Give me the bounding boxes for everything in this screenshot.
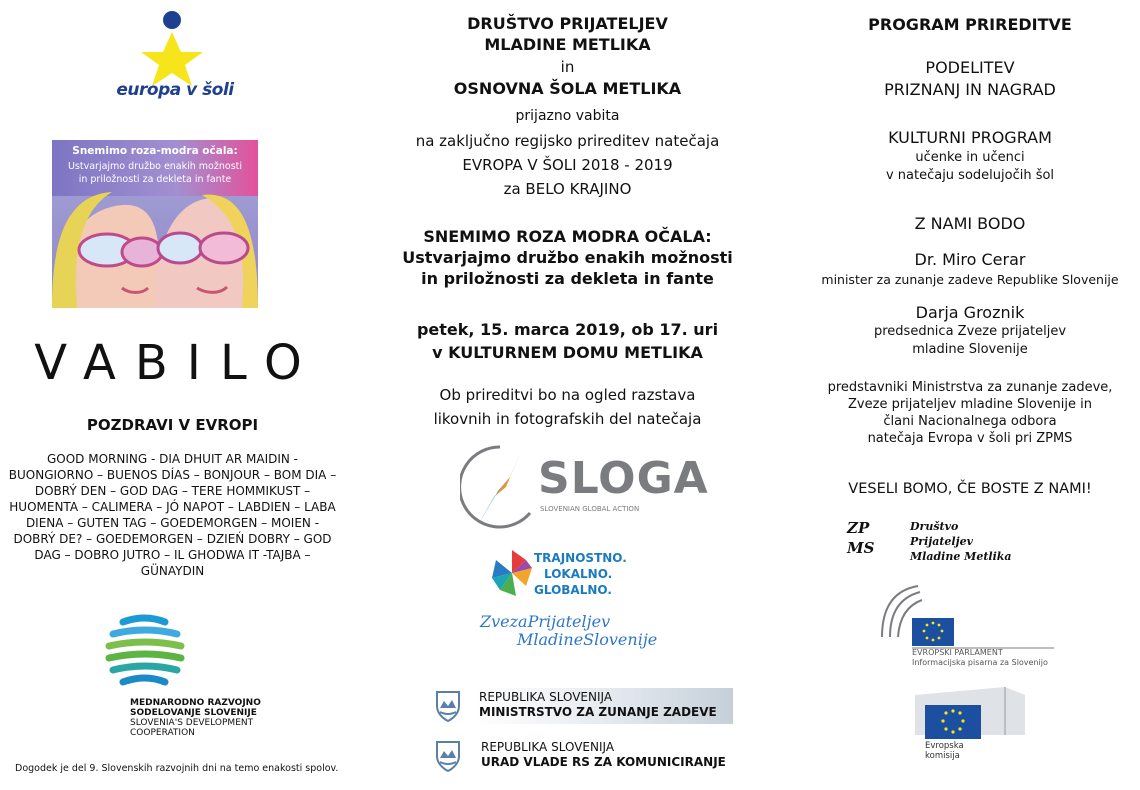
event-footnote: Dogodek je del 9. Slovenskih razvojnih dni na temo enakosti spolov. bbox=[15, 763, 339, 774]
greetings-heading: POZDRAVI V EVROPI bbox=[86, 416, 259, 434]
exhibition-line-1: Ob prireditvi bo na ogled razstava bbox=[439, 386, 696, 404]
ministry-text: REPUBLIKA SLOVENIJA MINISTRSTVO ZA ZUNANJE ZADEVE bbox=[479, 690, 717, 719]
greeting-line: DAG – DOBRO JUTRO – IL GHODWA IT -TAJBA – bbox=[34, 548, 311, 562]
guests-heading: Z NAMI BODO bbox=[914, 214, 1026, 233]
zveza-prijateljev-mladine-slovenije-logo: ZvezaPrijateljev MladineSlovenije bbox=[480, 612, 658, 649]
european-commission-logo: Evropska komisija bbox=[895, 685, 1030, 765]
ministry-foreign-affairs-logo bbox=[435, 688, 735, 724]
development-cooperation-globe-icon bbox=[105, 612, 185, 692]
cultural-program-line-1: učenke in učenci bbox=[915, 150, 1025, 165]
school-name: OSNOVNA ŠOLA METLIKA bbox=[453, 79, 682, 98]
awards-line-2: PRIZNANJ IN NAGRAD bbox=[884, 80, 1056, 99]
faces-with-glasses-icon bbox=[52, 190, 258, 308]
invitation-line-2: na zaključno regijsko prireditev natečaja bbox=[415, 132, 720, 150]
invitation-line-1: prijazno vabita bbox=[515, 108, 620, 124]
organizer-line-2: MLADINE METLIKA bbox=[484, 35, 651, 54]
program-heading: PROGRAM PRIREDITVE bbox=[868, 15, 1072, 34]
cultural-program-heading: KULTURNI PROGRAM bbox=[888, 128, 1052, 147]
representatives-line-3: člani Nacionalnega odbora bbox=[883, 414, 1057, 429]
organizer-line-1: DRUŠTVO PRIJATELJEV bbox=[467, 14, 668, 33]
representatives-line-4: natečaja Evropa v šoli pri ZPMS bbox=[867, 431, 1073, 446]
sloga-logo bbox=[460, 443, 709, 531]
closing-message: VESELI BOMO, ČE BOSTE Z NAMI! bbox=[848, 481, 1092, 497]
drustvo-metlika-logo: ZP MS Društvo Prijateljev Mladine Metlika bbox=[847, 519, 1012, 563]
middle-column bbox=[395, 0, 740, 790]
sloga-subtitle: SLOVENIAN GLOBAL ACTION bbox=[540, 505, 640, 513]
pinwheel-icon bbox=[490, 548, 534, 598]
and-text: in bbox=[560, 58, 575, 76]
vabilo-heading: VABILO bbox=[34, 335, 321, 391]
representatives-line-1: predstavniki Ministrstva za zunanje zadeve, bbox=[827, 380, 1113, 395]
greeting-line: DOBRÝ DE? – GOEDEMORGEN – DZIEŃ DOBRY – GOD bbox=[13, 532, 332, 546]
invitation-line-3: EVROPA V ŠOLI 2018 - 2019 bbox=[462, 156, 673, 174]
greeting-line: GÜNAYDIN bbox=[140, 564, 205, 578]
right-column bbox=[800, 0, 1140, 790]
european-parliament-logo: EVROPSKI PARLAMENT Informacijska pisarna za Slovenijo bbox=[878, 582, 1058, 674]
guest-2-name: Darja Groznik bbox=[915, 303, 1025, 322]
representatives-line-2: Zveze prijateljev mladine Slovenije in bbox=[848, 397, 1092, 412]
theme-line-1: SNEMIMO ROZA MODRA OČALA: bbox=[423, 227, 712, 246]
cover-title: Snemimo roza-modra očala: bbox=[72, 145, 238, 157]
parliament-flag-icon bbox=[878, 582, 1058, 652]
development-cooperation-text: MEDNARODNO RAZVOJNO SODELOVANJE SLOVENIJE SLOVENIA'S DEVELOPMENT COOPERATION bbox=[130, 698, 261, 738]
greeting-line: GOOD MORNING - DIA DHUIT AR MAIDIN - bbox=[46, 452, 299, 466]
slovenia-coat-of-arms-icon bbox=[435, 740, 461, 772]
left-column bbox=[0, 0, 345, 790]
cultural-program-line-2: v natečaju sodelujočih šol bbox=[885, 168, 1055, 183]
europa-v-soli-logo-text: europa v šoli bbox=[116, 80, 234, 100]
awards-line-1: PODELITEV bbox=[925, 58, 1015, 77]
event-venue: v KULTURNEM DOMU METLIKA bbox=[432, 343, 703, 362]
office-text: REPUBLIKA SLOVENIJA URAD VLADE RS ZA KOMUNICIRANJE bbox=[481, 740, 726, 769]
trajnostno-lokalno-globalno-logo bbox=[490, 546, 650, 606]
greeting-line: BUONGIORNO – BUENOS DÍAS – BONJOUR – BOM DIA – bbox=[8, 468, 337, 482]
compass-icon bbox=[460, 443, 540, 531]
guest-2-role-line-1: predsednica Zveze prijateljev bbox=[873, 324, 1067, 339]
cover-illustration bbox=[52, 140, 258, 308]
event-date: petek, 15. marca 2019, ob 17. uri bbox=[416, 320, 719, 339]
greetings-list bbox=[0, 451, 345, 579]
exhibition-line-2: likovnih in fotografskih del natečaja bbox=[433, 410, 702, 428]
cover-subtitle: Ustvarjajmo družbo enakih možnosti in priložnosti za dekleta in fante bbox=[67, 161, 243, 185]
government-communication-office-logo bbox=[435, 738, 745, 774]
theme-line-3: in priložnosti za dekleta in fante bbox=[421, 269, 714, 288]
sloga-wordmark: SLOGA bbox=[538, 453, 709, 504]
tlg-text: TRAJNOSTNO. LOKALNO. GLOBALNO. bbox=[534, 551, 627, 597]
greeting-line: DOBRÝ DEN – GOD DAG – TERE HOMMIKUST – bbox=[34, 484, 311, 498]
greeting-line: DIENA – GUTEN TAG – GOEDEMORGEN – MOIEN - bbox=[25, 516, 320, 530]
guest-2-role-line-2: mladine Slovenije bbox=[912, 342, 1028, 357]
invitation-line-4: za BELO KRAJINO bbox=[503, 180, 632, 198]
guest-1-role: minister za zunanje zadeve Republike Slovenije bbox=[821, 272, 1119, 287]
guest-1-name: Dr. Miro Cerar bbox=[914, 250, 1026, 269]
greeting-line: HUOMENTA – CALIMERA – JÓ NAPOT – LABDIEN – LABA bbox=[9, 500, 336, 514]
theme-line-2: Ustvarjajmo družbo enakih možnosti bbox=[402, 248, 733, 267]
slovenia-coat-of-arms-icon bbox=[435, 690, 461, 722]
commission-building-icon bbox=[895, 685, 1030, 747]
